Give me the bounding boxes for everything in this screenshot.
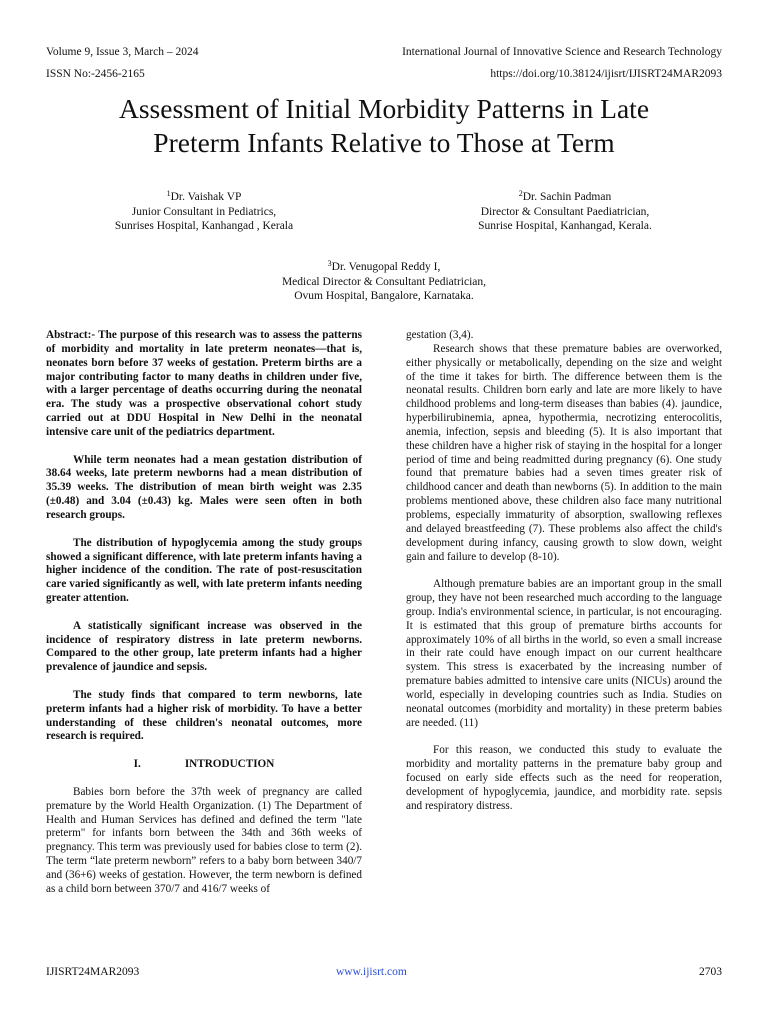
section-heading [46, 758, 362, 772]
author-block-3 [234, 257, 534, 304]
author-3-name: Dr. Venugopal Reddy I, [331, 261, 441, 273]
continued-text: gestation (3,4). [406, 329, 474, 341]
abstract-paragraph-5: The study finds that compared to term newborns, late preterm infants had a higher risk of morbidity. To have a better understanding of these children's neonatal outcomes, more research is required. [46, 688, 362, 743]
author-2-role: Director & Consultant Paediatrician, [480, 205, 650, 218]
abstract-paragraph-2: While term neonates had a mean gestation distribution of 38.64 weeks, late preterm newborns had a mean distribution of 35.39 weeks. The distribution of mean birth weight was 2.35 (±0.48) and 3.04 (±0.43) kg. Males were seen often in both research groups. [46, 453, 362, 521]
paper-title [40, 92, 728, 160]
intro-paragraph: Babies born before the 37th week of pregnancy are called premature by the World Health Organization. (1) The Department of Health and Human Services has defined and defined the term "late preterm" for infants born between the 34th and 36th weeks of pregnancy. This term was previously used for babies close to term (2). The term “late preterm newborn” refers to a baby born between 340/7 and (36+6) weeks of gestation. However, the term newborn is defined as a child born between 370/7 and 416/7 weeks of [46, 785, 362, 895]
section-title: INTRODUCTION [184, 758, 275, 771]
author-2-name: Dr. Sachin Padman [522, 191, 612, 203]
author-1-name: Dr. Vaishak VP [170, 191, 242, 203]
author-1-affiliation: Sunrises Hospital, Kanhangad , Kerala [114, 220, 294, 233]
footer-website-link[interactable]: www.ijisrt.com [336, 966, 407, 978]
author-1-role: Junior Consultant in Pediatrics, [131, 205, 277, 218]
body-paragraph-1: Research shows that these premature babies are overworked, either physically or metabolically, depending on the size and weight of the time it takes for birth. The difference between them is the neonatal results. Children born early and late are more likely to have childhood problems and long-term diseases than babies (4). jaundice, hyperbilirubinemia, apnea, hypothermia, necrotizing enterocolitis, anemia, infection, sepsis and bleeding (5). It is also important that these children have a higher risk of staying in the hospital for a longer period of time and being readmitted during pregnancy (6). One study found that premature babies had a seven times greater risk of childhood cancer and death than newborns (5). In addition to the main problems mentioned above, these children also face many nutritional problems, especially immaturity of absorption, swallowing reflexes and delayed breastfeeding (7). These problems also affect the child's development during infancy, causing growth to slow down, weight gain and failure to develop (8-10). [406, 342, 722, 563]
body-paragraph-2: Although premature babies are an important group in the small group, they have not been researched much according to the language group. India's environmental science, in particular, is not encouraging. It is estimated that this group of premature births accounts for approximately 10% of all births in the world, so even a small increase in their rate could have enough impact on our current healthcare system. This stress is exacerbated by the increasing number of premature babies admitted to intensive care units (NICUs) around the world, especially in developing countries such as India. Studies on neonatal outcomes (morbidity and mortality) in these preterm babies are needed. (11) [406, 578, 722, 729]
header-issn: ISSN No:-2456-2165 [46, 68, 145, 80]
right-column [406, 329, 722, 814]
left-column [46, 329, 362, 897]
author-3-role: Medical Director & Consultant Pediatrician, [281, 275, 487, 288]
header-journal: International Journal of Innovative Science and Research Technology [402, 46, 722, 58]
header-doi[interactable]: https://doi.org/10.38124/ijisrt/IJISRT24MAR2093 [490, 68, 722, 80]
author-block-2 [440, 187, 690, 234]
header-volume: Volume 9, Issue 3, March – 2024 [46, 46, 199, 58]
author-3-affiliation: Ovum Hospital, Bangalore, Karnataka. [294, 290, 474, 303]
title-line-1: Assessment of Initial Morbidity Patterns in Late [118, 93, 650, 124]
abstract-paragraph-1: Abstract:- The purpose of this research was to assess the patterns of morbidity and mortality in late preterm neonates—that is, neonates born before 37 weeks of gestation. Preterm births are a major contributing factor to many deaths in children under five, with a larger percentage of deaths occurring during the neonatal era. The study was a prospective observational cohort study carried out at DDU Hospital in New Delhi in the neonatal intensive care unit of the pediatrics department. [46, 329, 362, 438]
author-3-number: 3 [327, 259, 332, 268]
abstract-paragraph-3: The distribution of hypoglycemia among the study groups showed a significant difference, with late preterm infants having a higher incidence of the condition. The rate of post-resuscitation care varied significantly as well, with late preterm infants needing greater attention. [46, 536, 362, 605]
author-2-number: 2 [518, 189, 523, 198]
author-block-1 [84, 187, 324, 234]
footer-paper-id: IJISRT24MAR2093 [46, 966, 140, 978]
title-line-2: Preterm Infants Relative to Those at Term [153, 127, 615, 158]
author-2-affiliation: Sunrise Hospital, Kanhangad, Kerala. [478, 220, 652, 233]
abstract-paragraph-4: A statistically significant increase was observed in the incidence of respiratory distress in late preterm newborns. Compared to the other group, late preterm infants had a higher prevalence of jaundice and sepsis. [46, 619, 362, 674]
section-number: I. [133, 758, 141, 771]
footer-page-number: 2703 [699, 966, 722, 978]
body-paragraph-3: For this reason, we conducted this study to evaluate the morbidity and mortality patterns in the premature baby group and focused on early side effects such as the need for reoperation, development of hypoglycemia, jaundice, and morbidity rate. sepsis and respiratory distress. [406, 744, 722, 812]
author-1-number: 1 [166, 189, 171, 198]
